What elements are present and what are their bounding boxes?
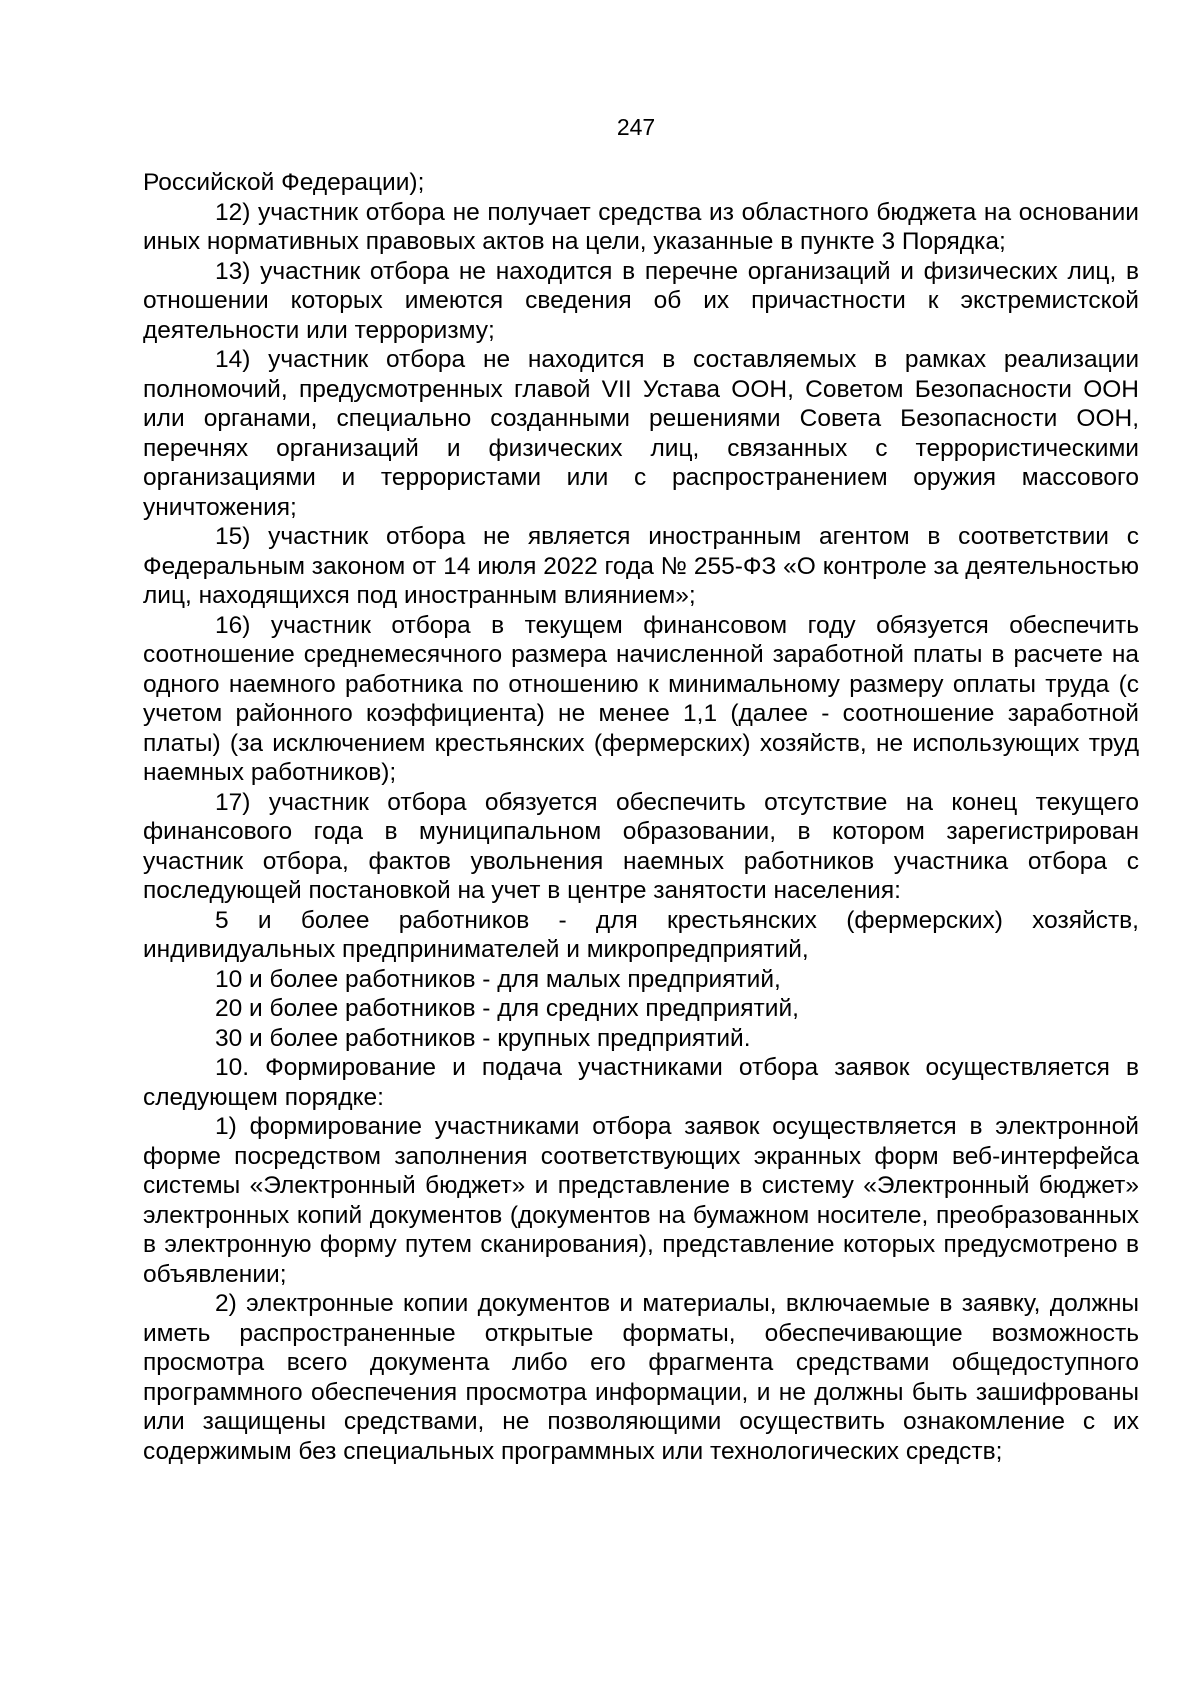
- document-body: [143, 168, 1139, 1466]
- paragraph-p16: 16) участник отбора в текущем финансовом году обязуется обеспечить соотношение среднемесячного размера начисленной заработной платы в расчете на одного наемного работника по отношению к минимальному размеру оплаты труда (с учетом районного коэффициента) не менее 1,1 (далее - соотношение заработной платы) (за исключением крестьянских (фермерских) хозяйств, не использующих труд наемных работников);: [143, 611, 1139, 786]
- paragraph-p17c: 20 и более работников - для средних предприятий,: [215, 995, 799, 1022]
- paragraph-p13: 13) участник отбора не находится в перечне организаций и физических лиц, в отношении которых имеются сведения об их причастности к экстремистской деятельности или терроризму;: [143, 257, 1139, 344]
- page-number: 247: [616, 114, 656, 140]
- paragraph-p10_2: 2) электронные копии документов и материалы, включаемые в заявку, должны иметь распространенные открытые форматы, обеспечивающие возможность просмотра всего документа либо его фрагмента средствами общедоступного программного обеспечения просмотра информации, и не должны быть зашифрованы или защищены средствами, не позволяющими осуществить ознакомление с их содержимым без специальных программных или технологических средств;: [143, 1290, 1139, 1465]
- paragraph-p0: Российской Федерации);: [143, 169, 425, 196]
- paragraph-p17d: 30 и более работников - крупных предприятий.: [215, 1024, 751, 1052]
- paragraph-p10_1: 1) формирование участниками отбора заявок осуществляется в электронной форме посредством заполнения соответствующих экранных форм веб-интерфейса системы «Электронный бюджет» и представление в систему «Электронный бюджет» электронных копий документов (документов на бумажном носителе, преобразованных в электронную форму путем сканирования), представление которых предусмотрено в объявлении;: [143, 1113, 1139, 1288]
- paragraph-p14: 14) участник отбора не находится в составляемых в рамках реализации полномочий, предусмотренных главой VII Устава ООН, Советом Безопасности ООН или органами, специально созданными решениями Совета Безопасности ООН, перечнях организаций и физических лиц, связанных с террористическими организациями и террористами или с распространением оружия массового уничтожения;: [143, 346, 1139, 521]
- paragraph-p12: 12) участник отбора не получает средства из областного бюджета на основании иных нормативных правовых актов на цели, указанные в пункте 3 Порядка;: [143, 198, 1139, 255]
- paragraph-p15: 15) участник отбора не является иностранным агентом в соответствии с Федеральным законом от 14 июля 2022 года № 255-ФЗ «О контроле за деятельностью лиц, находящихся под иностранным влиянием»;: [143, 523, 1139, 609]
- paragraph-p17a: 5 и более работников - для крестьянских (фермерских) хозяйств, индивидуальных предпринимателей и микропредприятий,: [143, 906, 1139, 963]
- paragraph-p17: 17) участник отбора обязуется обеспечить отсутствие на конец текущего финансового года в муниципальном образовании, в котором зарегистрирован участник отбора, фактов увольнения наемных работников участника отбора с последующей постановкой на учет в центре занятости населения:: [143, 788, 1139, 904]
- paragraph-p10: 10. Формирование и подача участниками отбора заявок осуществляется в следующем порядке:: [143, 1054, 1139, 1111]
- paragraph-p17b: 10 и более работников - для малых предприятий,: [215, 965, 781, 993]
